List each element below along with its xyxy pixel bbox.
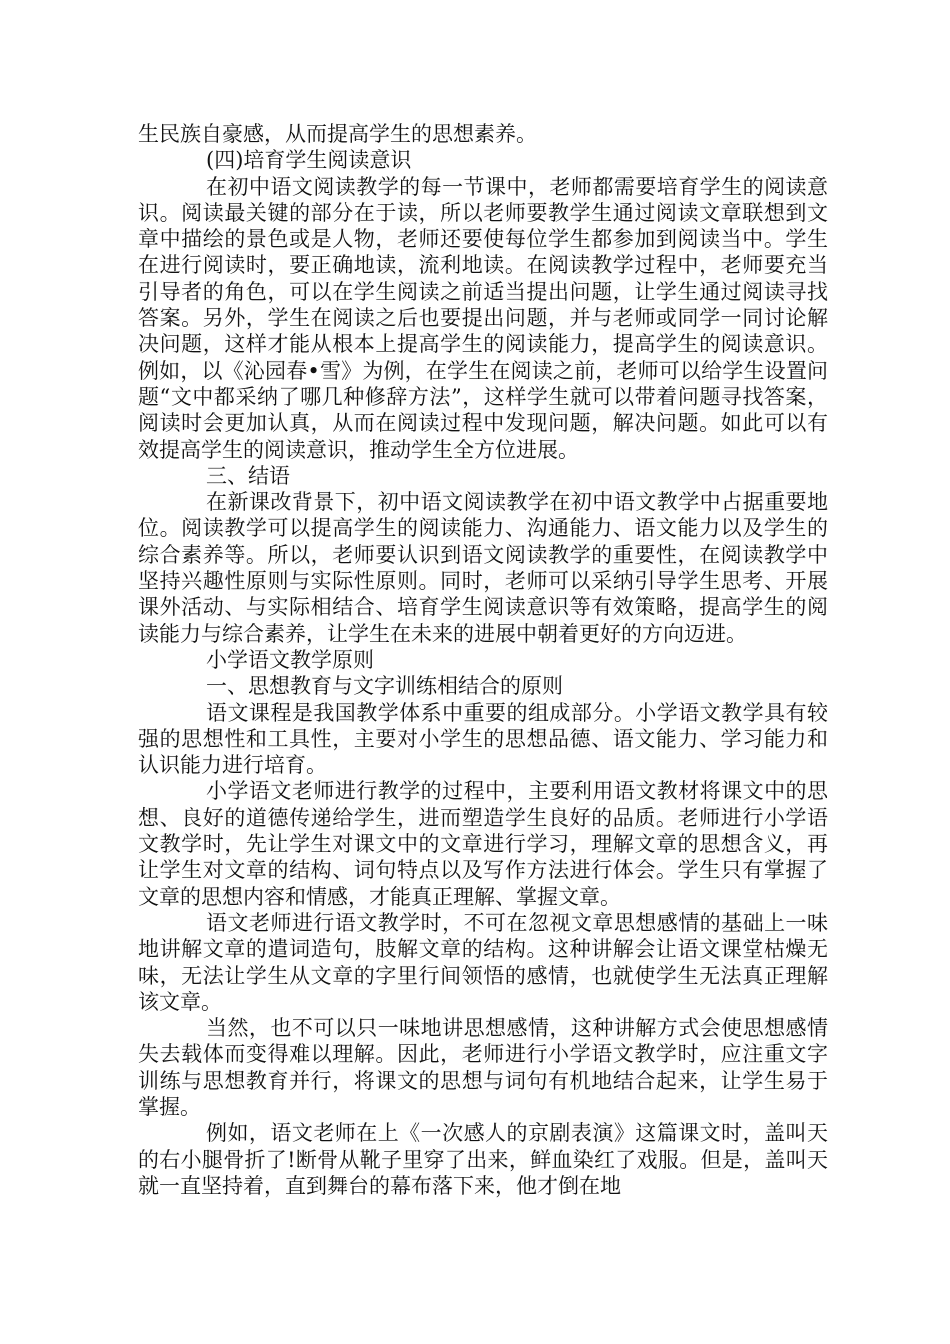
section-heading: 一、思想教育与文字训练相结合的原则: [206, 674, 563, 699]
paragraph: 小学语文老师进行教学的过程中，主要利用语文教材将课文中的思想、良好的道德传递给学生，进而塑造学生良好的品质。老师进行小学语文教学时，先让学生对课文中的文章进行学习，理解文章的思想含义，再让学生对文章的结构、词句特点以及写作方法进行体会。学生只有掌握了文章的思想内容和情感，才能真正理解、掌握文章。: [138, 779, 828, 909]
document-body: [138, 121, 828, 1199]
paragraph: 当然，也不可以只一味地讲思想感情，这种讲解方式会使思想感情失去载体而变得难以理解。因此，老师进行小学语文教学时，应注重文字训练与思想教育并行，将课文的思想与词句有机地结合起来，让学生易于掌握。: [138, 1016, 828, 1119]
paragraph: 在新课改背景下，初中语文阅读教学在初中语文教学中占据重要地位。阅读教学可以提高学生的阅读能力、沟通能力、语文能力以及学生的综合素养等。所以，老师要认识到语文阅读教学的重要性，在阅读教学中坚持兴趣性原则与实际性原则。同时，老师可以采纳引导学生思考、开展课外活动、与实际相结合、培育学生阅读意识等有效策略，提高学生的阅读能力与综合素养，让学生在未来的进展中朝着更好的方向迈进。: [138, 490, 828, 646]
paragraph: 生民族自豪感，从而提高学生的思想素养。: [138, 122, 537, 146]
paragraph: 语文课程是我国教学体系中重要的组成部分。小学语文教学具有较强的思想性和工具性，主要对小学生的思想品德、语文能力、学习能力和认识能力进行培育。: [138, 700, 828, 778]
paragraph: 例如，语文老师在上《一次感人的京剧表演》这篇课文时，盖叫天的右小腿骨折了!断骨从靴子里穿了出来，鲜血染红了戏服。但是，盖叫天就一直坚持着，直到舞台的幕布落下来，他才倒在地: [138, 1121, 828, 1198]
section-heading: (四)培育学生阅读意识: [206, 148, 412, 173]
paragraph: 语文老师进行语文教学时，不可在忽视文章思想感情的基础上一味地讲解文章的遣词造句，肢解文章的结构。这种讲解会让语文课堂枯燥无味，无法让学生从文章的字里行间领悟的感情，也就使学生无法真正理解该文章。: [138, 910, 828, 1014]
section-heading: 三、结语: [206, 463, 290, 488]
document-title: 小学语文教学原则: [206, 647, 374, 672]
paragraph: 在初中语文阅读教学的每一节课中，老师都需要培育学生的阅读意识。阅读最关键的部分在于读，所以老师要教学生通过阅读文章联想到文章中描绘的景色或是人物，老师还要使每位学生都参加到阅读当中。学生在进行阅读时，要正确地读，流利地读。在阅读教学过程中，老师要充当引导者的角色，可以在学生阅读之前适当提出问题，让学生通过阅读寻找答案。另外，学生在阅读之后也要提出问题，并与老师或同学一同讨论解决问题，这样才能从根本上提高学生的阅读能力，提高学生的阅读意识。例如，以《沁园春•雪》为例，在学生在阅读之前，老师可以给学生设置问题“文中都采纳了哪几种修辞方法”，这样学生就可以带着问题寻找答案，阅读时会更加认真，从而在阅读过程中发现问题，解决问题。如此可以有效提高学生的阅读意识，推动学生全方位进展。: [138, 174, 828, 462]
